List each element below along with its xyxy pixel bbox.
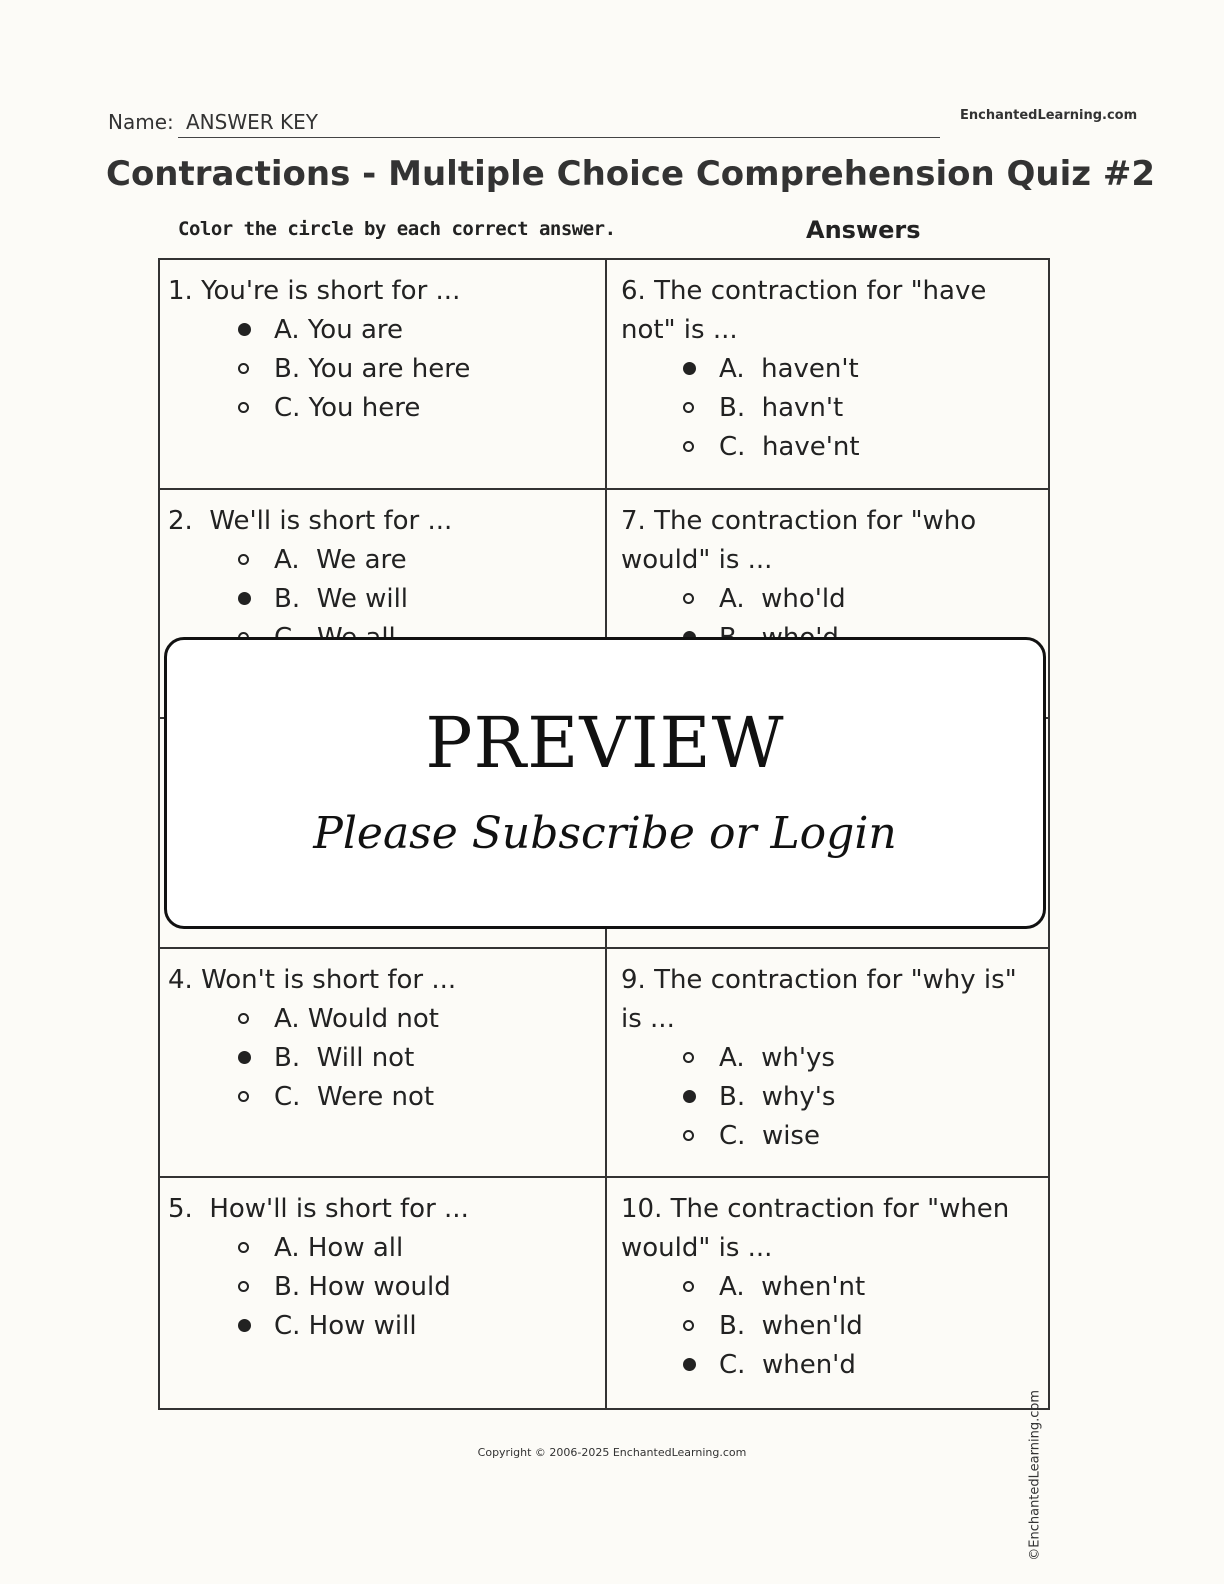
answer-option[interactable] xyxy=(168,580,605,619)
option-label: A. We are xyxy=(274,544,407,575)
option-label: B. We will xyxy=(274,583,409,614)
question-text: 1. You're is short for ... xyxy=(168,276,461,306)
options-list xyxy=(621,350,1048,467)
empty-circle-icon[interactable] xyxy=(683,1130,694,1141)
answer-option[interactable] xyxy=(168,389,605,428)
answer-option[interactable] xyxy=(621,350,1048,389)
option-label: B. when'ld xyxy=(719,1311,863,1342)
question-text: 7. The contraction for "who would" is ... xyxy=(621,505,977,575)
option-label: A. when'nt xyxy=(719,1272,866,1303)
instruction-text: Color the circle by each correct answer. xyxy=(178,218,616,240)
empty-circle-icon[interactable] xyxy=(238,554,249,565)
name-value: ANSWER KEY xyxy=(186,110,318,134)
option-label: C. You here xyxy=(274,393,421,423)
site-name[interactable]: EnchantedLearning.com xyxy=(960,108,1138,123)
option-label: C. How will xyxy=(274,1311,417,1342)
option-label: C. Were not xyxy=(274,1081,435,1112)
options-list xyxy=(621,1039,1048,1156)
answer-option[interactable] xyxy=(168,311,605,350)
answer-option[interactable] xyxy=(168,350,605,389)
option-label: B. You are here xyxy=(274,354,471,384)
option-label: B. Will not xyxy=(274,1042,415,1073)
option-label: A. who'ld xyxy=(719,583,846,614)
question-text: 2. We'll is short for ... xyxy=(168,505,453,536)
option-label: A. Would not xyxy=(274,1003,440,1034)
question-cell xyxy=(160,260,607,490)
preview-overlay[interactable] xyxy=(164,637,1046,929)
empty-circle-icon[interactable] xyxy=(683,1320,694,1331)
answer-option[interactable] xyxy=(168,541,605,580)
answer-option[interactable] xyxy=(168,1000,605,1039)
answers-heading: Answers xyxy=(806,216,921,244)
question-cell xyxy=(607,260,1048,490)
option-label: B. havn't xyxy=(719,393,844,423)
answer-option[interactable] xyxy=(621,580,1048,619)
answer-option[interactable] xyxy=(621,1346,1048,1385)
preview-title: PREVIEW xyxy=(425,702,785,784)
options-list xyxy=(168,1000,605,1117)
option-label: B. why's xyxy=(719,1081,836,1112)
option-label: C. wise xyxy=(719,1120,820,1151)
question-cell xyxy=(607,949,1048,1179)
empty-circle-icon[interactable] xyxy=(238,1281,249,1292)
empty-circle-icon[interactable] xyxy=(238,1242,249,1253)
filled-circle-icon[interactable] xyxy=(238,1319,251,1332)
option-label: A. wh'ys xyxy=(719,1042,835,1073)
option-label: A. You are xyxy=(274,315,403,345)
option-label: B. How would xyxy=(274,1272,451,1303)
option-label: A. How all xyxy=(274,1233,404,1264)
answer-option[interactable] xyxy=(621,428,1048,467)
answer-option[interactable] xyxy=(168,1307,605,1346)
option-label: C. when'd xyxy=(719,1350,856,1381)
filled-circle-icon[interactable] xyxy=(683,362,696,375)
answer-option[interactable] xyxy=(168,1039,605,1078)
footer-copyright: Copyright © 2006-2025 EnchantedLearning.com xyxy=(477,1446,747,1459)
empty-circle-icon[interactable] xyxy=(683,1052,694,1063)
option-label: A. haven't xyxy=(719,354,859,384)
option-label: C. have'nt xyxy=(719,432,860,462)
filled-circle-icon[interactable] xyxy=(683,1090,696,1103)
options-list xyxy=(168,311,605,428)
name-label: Name: xyxy=(108,110,174,134)
options-list xyxy=(168,1229,605,1346)
filled-circle-icon[interactable] xyxy=(238,323,251,336)
filled-circle-icon[interactable] xyxy=(238,592,251,605)
name-underline xyxy=(178,137,940,138)
answer-option[interactable] xyxy=(168,1268,605,1307)
empty-circle-icon[interactable] xyxy=(683,593,694,604)
empty-circle-icon[interactable] xyxy=(683,1281,694,1292)
question-cell xyxy=(160,949,607,1179)
answer-option[interactable] xyxy=(621,1039,1048,1078)
question-text: 4. Won't is short for ... xyxy=(168,964,457,995)
answer-option[interactable] xyxy=(621,389,1048,428)
filled-circle-icon[interactable] xyxy=(683,1358,696,1371)
answer-option[interactable] xyxy=(621,1078,1048,1117)
question-text: 6. The contraction for "have not" is ... xyxy=(621,276,987,345)
options-list xyxy=(621,1268,1048,1385)
answer-option[interactable] xyxy=(621,1268,1048,1307)
question-text: 5. How'll is short for ... xyxy=(168,1194,469,1225)
answer-option[interactable] xyxy=(168,1078,605,1117)
question-cell xyxy=(607,1178,1048,1408)
question-text: 10. The contraction for "when would" is ... xyxy=(621,1194,1010,1264)
answer-option[interactable] xyxy=(621,1117,1048,1156)
preview-subtitle[interactable]: Please Subscribe or Login xyxy=(313,808,897,859)
filled-circle-icon[interactable] xyxy=(238,1051,251,1064)
side-copyright: ©EnchantedLearning.com xyxy=(1028,1390,1043,1561)
empty-circle-icon[interactable] xyxy=(683,402,694,413)
answer-option[interactable] xyxy=(621,1307,1048,1346)
empty-circle-icon[interactable] xyxy=(238,1013,249,1024)
page-title: Contractions - Multiple Choice Comprehension Quiz #2 xyxy=(106,154,1156,194)
question-cell xyxy=(160,1178,607,1408)
empty-circle-icon[interactable] xyxy=(683,441,694,452)
empty-circle-icon[interactable] xyxy=(238,402,249,413)
empty-circle-icon[interactable] xyxy=(238,1091,249,1102)
empty-circle-icon[interactable] xyxy=(238,363,249,374)
answer-option[interactable] xyxy=(168,1229,605,1268)
question-text: 9. The contraction for "why is" is ... xyxy=(621,964,1017,1034)
